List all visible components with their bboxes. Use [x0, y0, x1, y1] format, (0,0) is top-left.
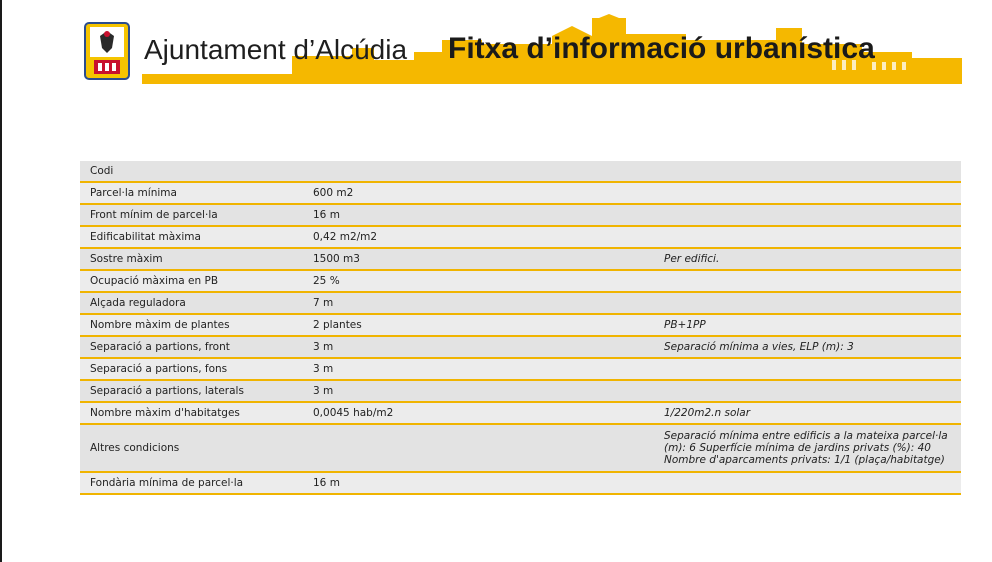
document-title: Fitxa d’informació urbanística	[448, 32, 875, 65]
row-note	[654, 226, 961, 248]
table-row	[80, 204, 961, 226]
town-name: Ajuntament d’Alcúdia	[144, 34, 408, 65]
row-label: Codi	[90, 165, 114, 177]
row-note	[654, 472, 961, 494]
row-note: 1/220m2.n solar	[664, 407, 751, 419]
row-value: 25 %	[313, 275, 340, 287]
table-row	[80, 402, 961, 424]
row-value	[303, 161, 654, 182]
row-value: 3 m	[313, 385, 334, 397]
row-label: Separació a partions, fons	[90, 363, 228, 375]
row-value: 7 m	[313, 297, 334, 309]
row-label: Parcel·la mínima	[90, 187, 177, 199]
row-value: 16 m	[313, 477, 340, 489]
table-row	[80, 336, 961, 358]
row-note	[654, 380, 961, 402]
row-value: 600 m2	[313, 187, 354, 199]
table-row	[80, 314, 961, 336]
table-row	[80, 380, 961, 402]
row-value: 0,42 m2/m2	[313, 231, 378, 243]
row-label: Alçada reguladora	[90, 297, 186, 309]
row-note: Separació mínima entre edificis a la mateixa parcel·la (m): 6 Superfície mínima de jardins privats (%): 40 Nombre d'aparcaments privats: 1/1 (plaça/habitatge)	[664, 430, 948, 466]
row-value: 2 plantes	[313, 319, 362, 331]
row-note	[654, 292, 961, 314]
row-label: Separació a partions, laterals	[90, 385, 244, 397]
table-row	[80, 248, 961, 270]
row-note	[654, 182, 961, 204]
table-row	[80, 161, 961, 182]
row-label: Ocupació màxima en PB	[90, 275, 219, 287]
municipal-crest-icon	[84, 22, 130, 80]
table-row	[80, 226, 961, 248]
row-value: 1500 m3	[313, 253, 360, 265]
row-note: Per edifici.	[664, 253, 720, 265]
table-row	[80, 424, 961, 472]
table-body	[80, 161, 961, 494]
table-row	[80, 358, 961, 380]
table-row	[80, 182, 961, 204]
table-row	[80, 270, 961, 292]
row-note: PB+1PP	[664, 319, 706, 331]
table-row	[80, 292, 961, 314]
row-label: Separació a partions, front	[90, 341, 230, 353]
row-note	[654, 204, 961, 226]
row-label: Nombre màxim de plantes	[90, 319, 230, 331]
row-note	[654, 161, 961, 182]
row-note: Separació mínima a vies, ELP (m): 3	[664, 341, 854, 353]
row-value: 3 m	[313, 363, 334, 375]
row-value: 0,0045 hab/m2	[313, 407, 394, 419]
row-label: Nombre màxim d'habitatges	[90, 407, 240, 419]
row-value: 3 m	[313, 341, 334, 353]
urban-info-table	[80, 161, 961, 495]
header	[82, 14, 962, 94]
table-row	[80, 472, 961, 494]
row-note	[654, 358, 961, 380]
row-label: Sostre màxim	[90, 253, 163, 265]
row-label: Front mínim de parcel·la	[90, 209, 218, 221]
row-label: Altres condicions	[90, 442, 180, 454]
row-value	[303, 424, 654, 472]
row-label: Fondària mínima de parcel·la	[90, 477, 244, 489]
row-note	[654, 270, 961, 292]
row-value: 16 m	[313, 209, 340, 221]
row-label: Edificabilitat màxima	[90, 231, 201, 243]
